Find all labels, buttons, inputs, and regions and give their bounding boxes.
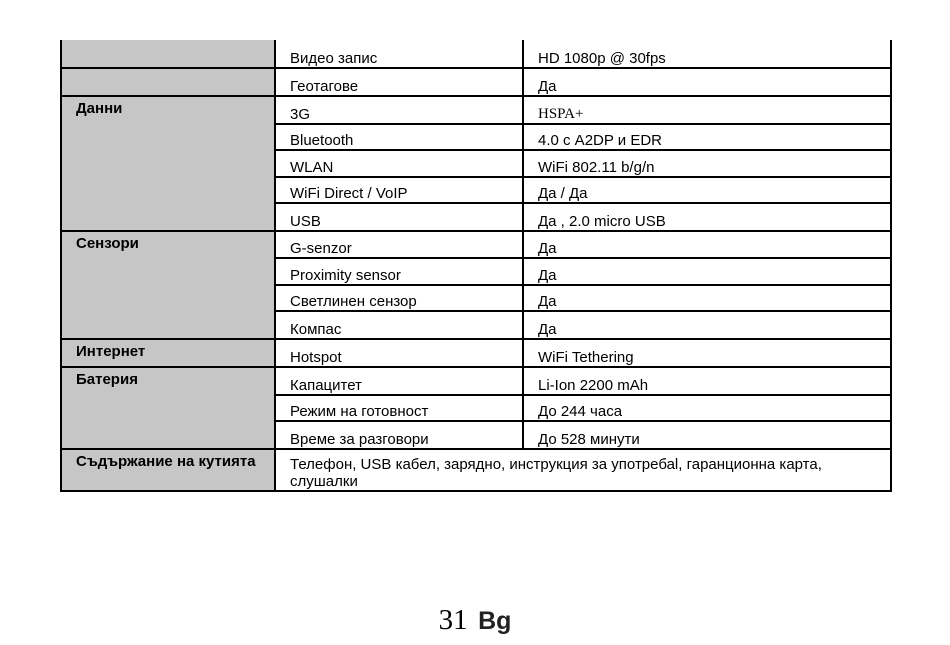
table-row xyxy=(61,68,891,97)
category-cell xyxy=(61,258,275,285)
feature-cell: Геотагове xyxy=(275,68,523,97)
table-row xyxy=(61,258,891,285)
feature-cell: Proximity sensor xyxy=(275,258,523,285)
value-cell: Да / Да xyxy=(523,177,891,204)
category-cell: Интернет xyxy=(61,339,275,368)
category-cell xyxy=(61,395,275,422)
feature-cell: Видео запис xyxy=(275,40,523,68)
spec-table xyxy=(60,40,892,492)
table-row xyxy=(61,367,891,395)
feature-cell: 3G xyxy=(275,96,523,124)
table-row xyxy=(61,339,891,368)
table-row xyxy=(61,231,891,259)
category-cell: Батерия xyxy=(61,367,275,395)
value-cell: До 244 часа xyxy=(523,395,891,422)
table-row xyxy=(61,40,891,68)
category-cell xyxy=(61,311,275,339)
feature-cell: USB xyxy=(275,203,523,231)
table-row xyxy=(61,150,891,177)
feature-cell: Капацитет xyxy=(275,367,523,395)
value-cell: Да xyxy=(523,285,891,312)
feature-cell: WLAN xyxy=(275,150,523,177)
table-row xyxy=(61,124,891,151)
category-cell xyxy=(61,421,275,449)
value-cell: Да xyxy=(523,311,891,339)
value-cell: 4.0 с A2DP и EDR xyxy=(523,124,891,151)
value-cell: WiFi Tethering xyxy=(523,339,891,368)
table-row-box-contents xyxy=(61,449,891,491)
table-row xyxy=(61,421,891,449)
table-row xyxy=(61,311,891,339)
feature-cell: Hotspot xyxy=(275,339,523,368)
value-cell: HSPA+ xyxy=(523,96,891,124)
category-cell xyxy=(61,124,275,151)
feature-cell: Време за разговори xyxy=(275,421,523,449)
value-cell: Да , 2.0 micro USB xyxy=(523,203,891,231)
feature-cell: Светлинен сензор xyxy=(275,285,523,312)
category-cell xyxy=(61,150,275,177)
feature-cell: G-senzor xyxy=(275,231,523,259)
page-footer xyxy=(0,604,950,637)
category-cell xyxy=(61,177,275,204)
category-cell xyxy=(61,203,275,231)
category-cell: Данни xyxy=(61,96,275,124)
category-cell xyxy=(61,285,275,312)
table-row xyxy=(61,395,891,422)
feature-cell: Bluetooth xyxy=(275,124,523,151)
value-cell: Да xyxy=(523,68,891,97)
feature-cell: WiFi Direct / VoIP xyxy=(275,177,523,204)
table-row xyxy=(61,96,891,124)
value-cell: HD 1080p @ 30fps xyxy=(523,40,891,68)
category-cell: Сензори xyxy=(61,231,275,259)
category-cell xyxy=(61,40,275,68)
value-cell: Да xyxy=(523,258,891,285)
language-code: Bg xyxy=(478,607,512,635)
value-cell: WiFi 802.11 b/g/n xyxy=(523,150,891,177)
feature-cell: Компас xyxy=(275,311,523,339)
feature-cell: Режим на готовност xyxy=(275,395,523,422)
value-cell: Да xyxy=(523,231,891,259)
box-contents-value: Телефон, USB кабел, зарядно, инструкция за употребаl, гаранционна карта, слушалки xyxy=(275,449,891,491)
page-number: 31 xyxy=(438,604,468,636)
table-row xyxy=(61,203,891,231)
value-cell: Li-Ion 2200 mAh xyxy=(523,367,891,395)
value-cell: До 528 минути xyxy=(523,421,891,449)
box-contents-category: Съдържание на кутията xyxy=(61,449,275,491)
category-cell xyxy=(61,68,275,97)
table-row xyxy=(61,285,891,312)
table-row xyxy=(61,177,891,204)
